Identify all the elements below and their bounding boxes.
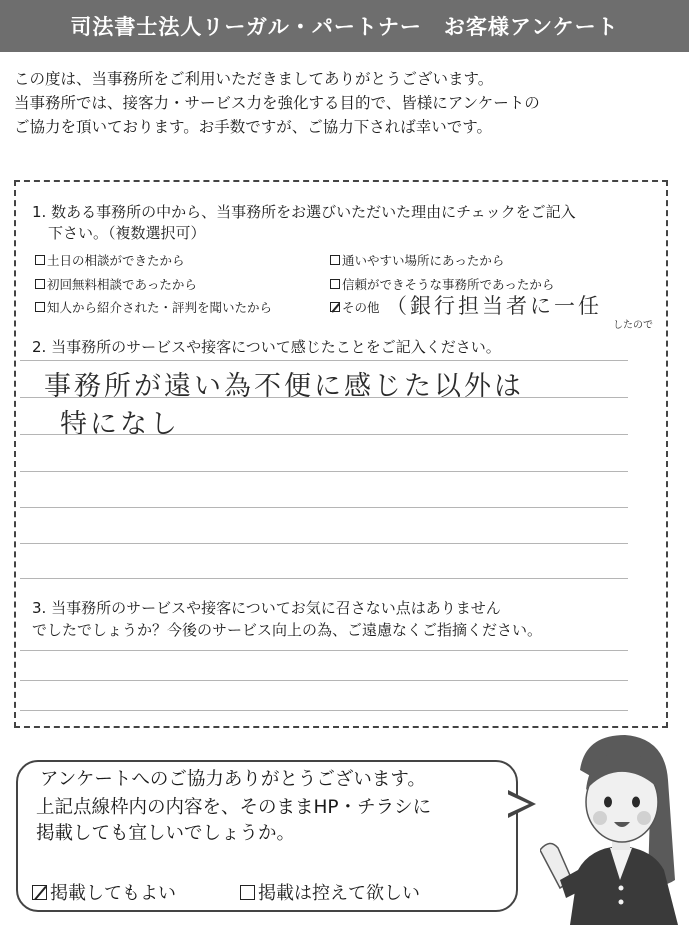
consent-yes-label: 掲載してもよい — [50, 883, 176, 904]
answer-line — [20, 471, 628, 472]
bubble-question-line2: 掲載しても宜しいでしょうか。 — [36, 823, 296, 844]
question-2-answer-line1: 事務所が遠い為不便に感じた以外は — [44, 371, 524, 402]
intro-text — [14, 67, 674, 139]
question-3-line2: でしたでしょうか？今後のサービス向上の為、ご遠慮なくご指摘ください。 — [32, 621, 543, 639]
checkbox[interactable] — [35, 302, 45, 312]
answer-line — [20, 578, 628, 579]
option-other[interactable] — [330, 298, 380, 316]
consent-yes-option[interactable] — [32, 879, 176, 905]
intro-line: この度は、当事務所をご利用いただきましてありがとうございます。 — [14, 70, 494, 88]
option-location[interactable] — [330, 251, 504, 269]
other-handwritten-note: したので — [613, 320, 653, 331]
option-label: その他 — [342, 300, 380, 315]
staff-illustration — [540, 730, 689, 925]
survey-title: 司法書士法人リーガル・パートナー お客様アンケート — [70, 15, 619, 39]
consent-no-checkbox[interactable] — [240, 885, 255, 900]
answer-line — [20, 434, 628, 435]
checkbox[interactable] — [35, 255, 45, 265]
bubble-thanks: アンケートへのご協力ありがとうございます。 — [40, 769, 426, 790]
answer-line — [20, 397, 628, 398]
option-label: 知人から紹介された・評判を聞いたから — [47, 300, 273, 315]
checkbox[interactable] — [330, 255, 340, 265]
intro-line: 当事務所では、接客力・サービス力を強化する目的で、皆様にアンケートの — [14, 94, 540, 112]
option-weekend[interactable] — [35, 251, 185, 269]
option-label: 通いやすい場所にあったから — [342, 253, 505, 268]
answer-line — [20, 360, 628, 361]
option-label: 信頼ができそうな事務所であったから — [342, 277, 555, 292]
intro-line: ご協力を頂いております。お手数ですが、ご協力下されば幸いです。 — [14, 118, 493, 136]
question-1-line1: 1. 数ある事務所の中から、当事務所をお選びいただいた理由にチェックをご記入 — [32, 203, 576, 221]
question-3-line1: 3. 当事務所のサービスや接客についてお気に召さない点はありません — [32, 599, 501, 617]
checkbox-checked[interactable] — [330, 302, 340, 312]
checkbox[interactable] — [35, 279, 45, 289]
consent-no-option[interactable] — [240, 879, 420, 905]
checkbox[interactable] — [330, 279, 340, 289]
consent-yes-checkbox[interactable] — [32, 885, 47, 900]
answer-line — [20, 650, 628, 651]
consent-no-label: 掲載は控えて欲しい — [258, 883, 420, 904]
answer-line — [20, 710, 628, 711]
option-referral[interactable] — [35, 298, 272, 316]
answer-line — [20, 507, 628, 508]
question-1-line2: 下さい。（複数選択可） — [48, 224, 206, 242]
other-handwritten-answer: （銀行担当者に一任 — [386, 294, 602, 318]
option-label: 土日の相談ができたから — [47, 253, 185, 268]
survey-header — [0, 0, 689, 52]
option-free-consult[interactable] — [35, 275, 197, 293]
bubble-question-line1: 上記点線枠内の内容を、そのままHP・チラシに — [36, 797, 432, 818]
answer-line — [20, 543, 628, 544]
option-label: 初回無料相談であったから — [47, 277, 197, 292]
answer-line — [20, 680, 628, 681]
question-2-answer-line2: 特になし — [60, 409, 180, 440]
question-2: 2. 当事務所のサービスや接客について感じたことをご記入ください。 — [32, 338, 501, 356]
